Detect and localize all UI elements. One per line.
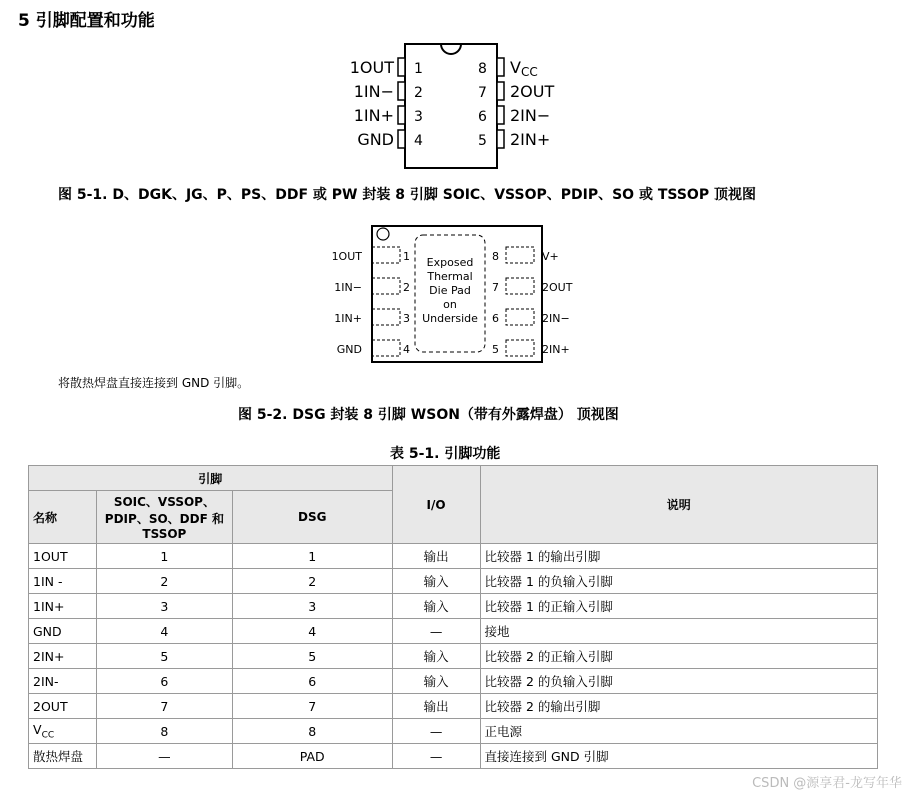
- pin-lead: [497, 130, 504, 148]
- header-io: I/O: [392, 466, 480, 544]
- header-soic: SOIC、VSSOP、PDIP、SO、DDF 和 TSSOP: [96, 491, 232, 544]
- cell-soic: 1: [96, 544, 232, 569]
- pin-name-label: GND: [336, 343, 362, 356]
- cell-name: $V_{CC}$: [29, 719, 97, 744]
- pin-name-label: 2OUT: [542, 281, 573, 294]
- pad-label-line: Exposed: [426, 256, 474, 269]
- cell-dsg: PAD: [232, 744, 392, 769]
- cell-io: 输入: [392, 569, 480, 594]
- cell-dsg: 7: [232, 694, 392, 719]
- cell-dsg: 4: [232, 619, 392, 644]
- pin-name-label: 2OUT: [510, 82, 555, 101]
- header-pins: 引脚: [29, 466, 393, 491]
- pin-number: 2: [403, 281, 410, 294]
- cell-io: 输入: [392, 644, 480, 669]
- table-row: [29, 744, 878, 769]
- pin-lead: [497, 106, 504, 124]
- pin-number: 5: [492, 343, 499, 356]
- pin-number: 4: [403, 343, 410, 356]
- cell-desc: 正电源: [480, 719, 877, 744]
- pin-number: 4: [414, 133, 423, 149]
- cell-name: 散热焊盘: [29, 744, 97, 769]
- pin-number: 5: [478, 133, 487, 149]
- cell-desc: 直接连接到 GND 引脚: [480, 744, 877, 769]
- cell-desc: 比较器 2 的正输入引脚: [480, 644, 877, 669]
- cell-dsg: 2: [232, 569, 392, 594]
- pin-number: 7: [492, 281, 499, 294]
- table-row: [29, 644, 878, 669]
- cell-name: 1IN+: [29, 594, 97, 619]
- table-row: [29, 569, 878, 594]
- soic-package-diagram: [330, 38, 580, 173]
- pin-name-label: 2IN+: [542, 343, 570, 356]
- table-caption: 表 5-1. 引脚功能: [390, 446, 501, 462]
- pin-name-label: 1OUT: [349, 58, 394, 77]
- table-row: [29, 544, 878, 569]
- cell-dsg: 3: [232, 594, 392, 619]
- pin-name-label: 1IN+: [353, 106, 394, 125]
- cell-name: 1OUT: [29, 544, 97, 569]
- pin-lead: [497, 82, 504, 100]
- header-dsg: DSG: [232, 491, 392, 544]
- cell-soic: 7: [96, 694, 232, 719]
- header-name: 名称: [29, 491, 97, 544]
- header-desc: 说明: [480, 466, 877, 544]
- cell-io: 输出: [392, 544, 480, 569]
- cell-soic: 8: [96, 719, 232, 744]
- cell-desc: 接地: [480, 619, 877, 644]
- pin-name-label: 1IN+: [334, 312, 362, 325]
- pin-lead: [398, 58, 405, 76]
- cell-name: GND: [29, 619, 97, 644]
- pin-function-table: [28, 465, 878, 769]
- pin-lead: [398, 130, 405, 148]
- fig1-caption: 图 5-1. D、DGK、JG、P、PS、DDF 或 PW 封装 8 引脚 SOIC、VSSOP、PDIP、SO 或 TSSOP 顶视图: [58, 187, 756, 203]
- table-row: [29, 694, 878, 719]
- cell-soic: 3: [96, 594, 232, 619]
- pin-name-label: V+: [542, 250, 559, 263]
- pin-name-label: VCC: [510, 58, 538, 79]
- pin-number: 6: [492, 312, 499, 325]
- cell-soic: 5: [96, 644, 232, 669]
- pin-name-label: 1IN−: [353, 82, 394, 101]
- cell-io: —: [392, 619, 480, 644]
- pin-number: 1: [403, 250, 410, 263]
- pad-label-line: Die Pad: [429, 284, 471, 297]
- table-row: [29, 594, 878, 619]
- cell-desc: 比较器 1 的正输入引脚: [480, 594, 877, 619]
- cell-io: 输入: [392, 669, 480, 694]
- cell-desc: 比较器 2 的输出引脚: [480, 694, 877, 719]
- pad-label-line: on: [443, 298, 457, 311]
- thermal-pad-note: 将散热焊盘直接连接到 GND 引脚。: [58, 376, 250, 390]
- cell-io: —: [392, 744, 480, 769]
- cell-name: 2IN-: [29, 669, 97, 694]
- section-title: 5 引脚配置和功能: [18, 11, 155, 31]
- pin-number: 8: [492, 250, 499, 263]
- cell-dsg: 1: [232, 544, 392, 569]
- pin-name-label: 1OUT: [331, 250, 362, 263]
- cell-desc: 比较器 1 的输出引脚: [480, 544, 877, 569]
- table-row: [29, 669, 878, 694]
- cell-desc: 比较器 1 的负输入引脚: [480, 569, 877, 594]
- pin-name-label: 2IN+: [510, 130, 551, 149]
- pad-label-line: Underside: [422, 312, 478, 325]
- cell-dsg: 5: [232, 644, 392, 669]
- pad-label-line: Thermal: [427, 270, 473, 283]
- cell-soic: —: [96, 744, 232, 769]
- pin-number: 8: [478, 61, 487, 77]
- pin-number: 3: [414, 109, 423, 125]
- cell-desc: 比较器 2 的负输入引脚: [480, 669, 877, 694]
- pin-number: 2: [414, 85, 423, 101]
- cell-soic: 6: [96, 669, 232, 694]
- cell-name: 2IN+: [29, 644, 97, 669]
- pin-name-label: 2IN−: [510, 106, 551, 125]
- pin-lead: [398, 82, 405, 100]
- table-row: [29, 619, 878, 644]
- cell-name: 2OUT: [29, 694, 97, 719]
- wson-package-diagram: [320, 222, 600, 367]
- cell-io: —: [392, 719, 480, 744]
- cell-dsg: 8: [232, 719, 392, 744]
- pin-name-label: 1IN−: [334, 281, 362, 294]
- cell-dsg: 6: [232, 669, 392, 694]
- pin-name-label: 2IN−: [542, 312, 570, 325]
- cell-io: 输入: [392, 594, 480, 619]
- pin-lead: [497, 58, 504, 76]
- fig2-caption: 图 5-2. DSG 封装 8 引脚 WSON（带有外露焊盘） 顶视图: [238, 407, 619, 423]
- pin-number: 7: [478, 85, 487, 101]
- pin-name-label: GND: [357, 130, 394, 149]
- pin-number: 3: [403, 312, 410, 325]
- cell-name: 1IN -: [29, 569, 97, 594]
- cell-io: 输出: [392, 694, 480, 719]
- pin-number: 1: [414, 61, 423, 77]
- cell-soic: 4: [96, 619, 232, 644]
- table-row: [29, 719, 878, 744]
- cell-soic: 2: [96, 569, 232, 594]
- pin-lead: [398, 106, 405, 124]
- watermark: CSDN @源享君-龙写年华: [752, 776, 902, 791]
- pin-number: 6: [478, 109, 487, 125]
